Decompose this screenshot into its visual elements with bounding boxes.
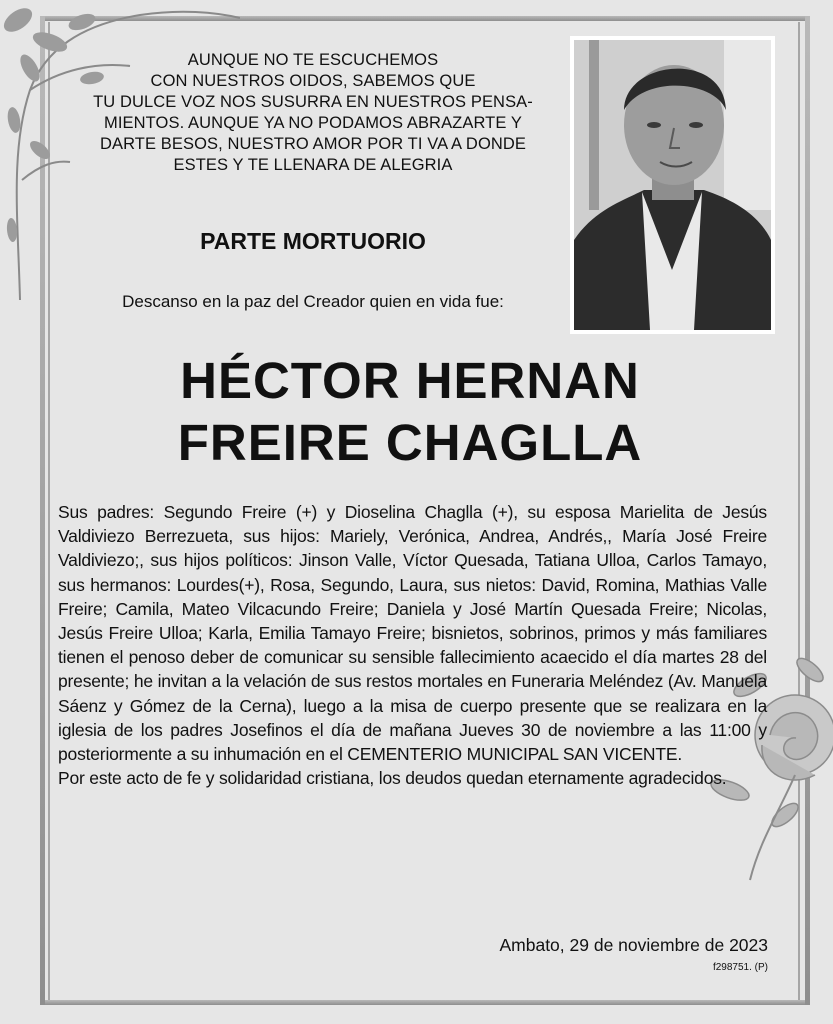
- place-and-date: Ambato, 29 de noviembre de 2023: [499, 935, 768, 955]
- poem-line: DARTE BESOS, NUESTRO AMOR POR TI VA A DONDE: [99, 135, 527, 153]
- deceased-name: [60, 350, 760, 474]
- name-line-last: FREIRE CHAGLLA: [177, 414, 643, 471]
- poem-line: MIENTOS. AUNQUE YA NO PODAMOS ABRAZARTE Y: [104, 114, 522, 132]
- memorial-poem: [58, 50, 568, 176]
- portrait-image: [574, 40, 771, 330]
- poem-line: TU DULCE VOZ NOS SUSURRA EN NUESTROS PENSA-: [93, 93, 533, 111]
- poem-line: AUNQUE NO TE ESCUCHEMOS: [187, 51, 439, 69]
- gratitude-paragraph: Por este acto de fe y solidaridad cristiana, los deudos quedan eternamente agradecidos.: [58, 768, 727, 789]
- poem-line: ESTES Y TE LLENARA DE ALEGRIA: [173, 156, 453, 174]
- family-announcement-paragraph: Sus padres: Segundo Freire (+) y Dioselina Chaglla (+), su esposa Marielita de Jesús Valdiviezo Berrezueta, sus hijos: Mariely, Verónica, Andrea, Andrés,, María José Freire Valdiviezo;, sus hijos políticos: Jinson Valle, Víctor Quesada, Tatiana Ulloa, Carlos Tamayo, sus hermanos: Lourdes(+), Rosa, Segundo, Laura, sus nietos: David, Romina, Mathias Valle Freire; Camila, Mateo Vilcacundo Freire; Daniela y José Martín Quesada Freire; Nicolas, Jesús Freire Ulloa; Karla, Emilia Tamayo Freire; bisnietos, sobrinos, primos y más familiares tienen el penoso deber de comunicar su sensible fallecimiento acaecido el día martes 28 del presente; he invitan a la velación de sus restos mortales en Funeraria Meléndez (Av. Manuela Sáenz y Gómez de la Cerna), luego a la misa de cuerpo presente que se realizara en la iglesia de los padres Josefinos el día de mañana Jueves 30 de noviembre a las 11:00 y posteriormente a su inhumación en el CEMENTERIO MUNICIPAL SAN VICENTE.: [58, 502, 767, 765]
- name-line-first: HÉCTOR HERNAN: [180, 352, 640, 409]
- publication-reference: f298751. (P): [712, 962, 768, 973]
- poem-line: CON NUESTROS OIDOS, SABEMOS QUE: [150, 72, 476, 90]
- frame-bottom-border: [40, 1000, 810, 1005]
- intro-line: Descanso en la paz del Creador quien en vida fue:: [122, 292, 504, 311]
- notice-body: [58, 500, 767, 790]
- deceased-portrait: [570, 36, 775, 334]
- notice-heading: PARTE MORTUORIO: [200, 228, 426, 254]
